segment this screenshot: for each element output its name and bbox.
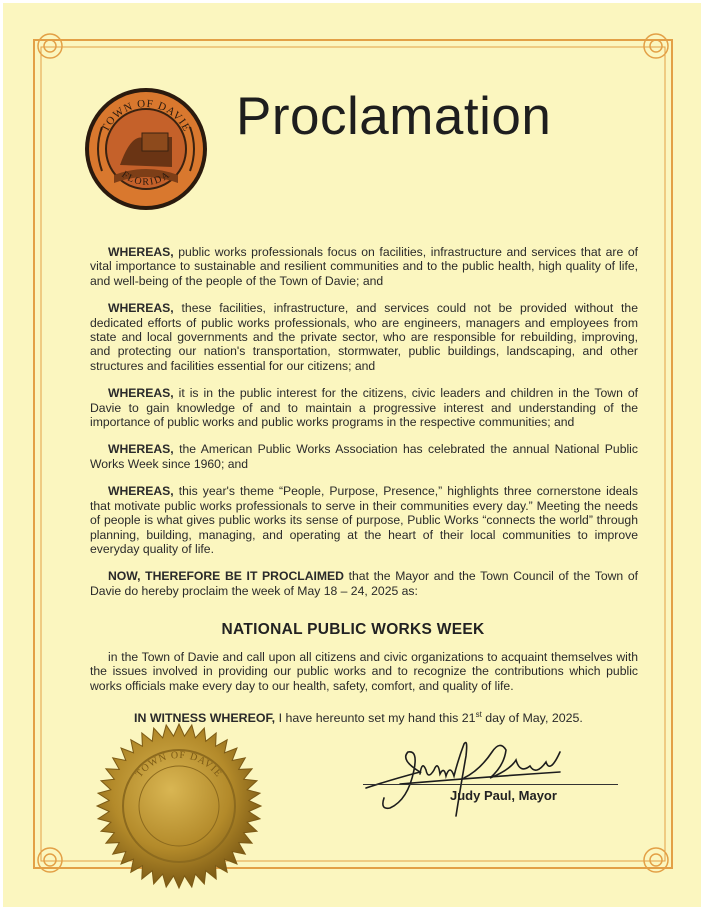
proclaimed-title: NATIONAL PUBLIC WORKS WEEK	[221, 621, 485, 638]
whereas-paragraph: WHEREAS, it is in the public interest for the citizens, civic leaders and children in the Town of Davie to gain knowledge of and to maintain a progressive interest and understanding of the importance of public works and public works programs in the respective communities; and	[90, 386, 638, 430]
proclaimed-paragraph: NOW, THEREFORE BE IT PROCLAIMED that the Mayor and the Town Council of the Town of Davie do hereby proclaim the week of May 18 – 24, 2025 as:	[90, 569, 639, 598]
seal-top-text: TOWN OF DAVIE	[99, 97, 193, 135]
whereas-paragraph: WHEREAS, the American Public Works Association has celebrated the annual National Public Works Week since 1960; and	[90, 442, 638, 471]
town-seal-icon	[84, 87, 208, 211]
whereas-paragraph: WHEREAS, these facilities, infrastructure, and services could not be provided without the dedicated efforts of public works professionals, who are engineers, managers and employees from state and local governments and the private sector, who are responsible for rebuilding, improving, and protecting our nation's transportation, stormwater, public buildings, landscaping, and other structures and facilities essential for our citizens; and	[90, 301, 638, 373]
whereas-paragraph: WHEREAS, this year's theme “People, Purpose, Presence,” highlights three cornerstone ideals that motivate public works professionals to serve in their communities every day.” Meeting the needs of people is what gives public works its sense of purpose, Public Works “connects the world” through planning, building, managing, and operating at the heart of their local communities to improve everyday quality of life.	[90, 484, 638, 556]
closing-paragraph: in the Town of Davie and call upon all citizens and civic organizations to acquaint themselves with the issues involved in providing our public works and to recognize the contributions which public works officials make every day to our health, safety, comfort, and quality of life.	[90, 650, 638, 693]
gold-seal-icon	[95, 722, 263, 890]
page-title: Proclamation	[236, 87, 552, 146]
mayor-signature-icon	[360, 730, 590, 820]
signature-line	[363, 784, 618, 785]
seal-bottom-text: FLORIDA	[119, 169, 173, 188]
gold-seal-text: TOWN OF DAVIE	[133, 749, 225, 780]
whereas-paragraph: WHEREAS, public works professionals focus on facilities, infrastructure and services that are of vital importance to sustainable and resilient communities and to the public health, high quality of life, and well-being of the people of the Town of Davie; and	[90, 245, 638, 288]
proclamation-body	[90, 245, 638, 611]
signer-name: Judy Paul, Mayor	[450, 788, 557, 803]
witness-statement: IN WITNESS WHEREOF, I have hereunto set my hand this 21st day of May, 2025.	[134, 710, 583, 726]
